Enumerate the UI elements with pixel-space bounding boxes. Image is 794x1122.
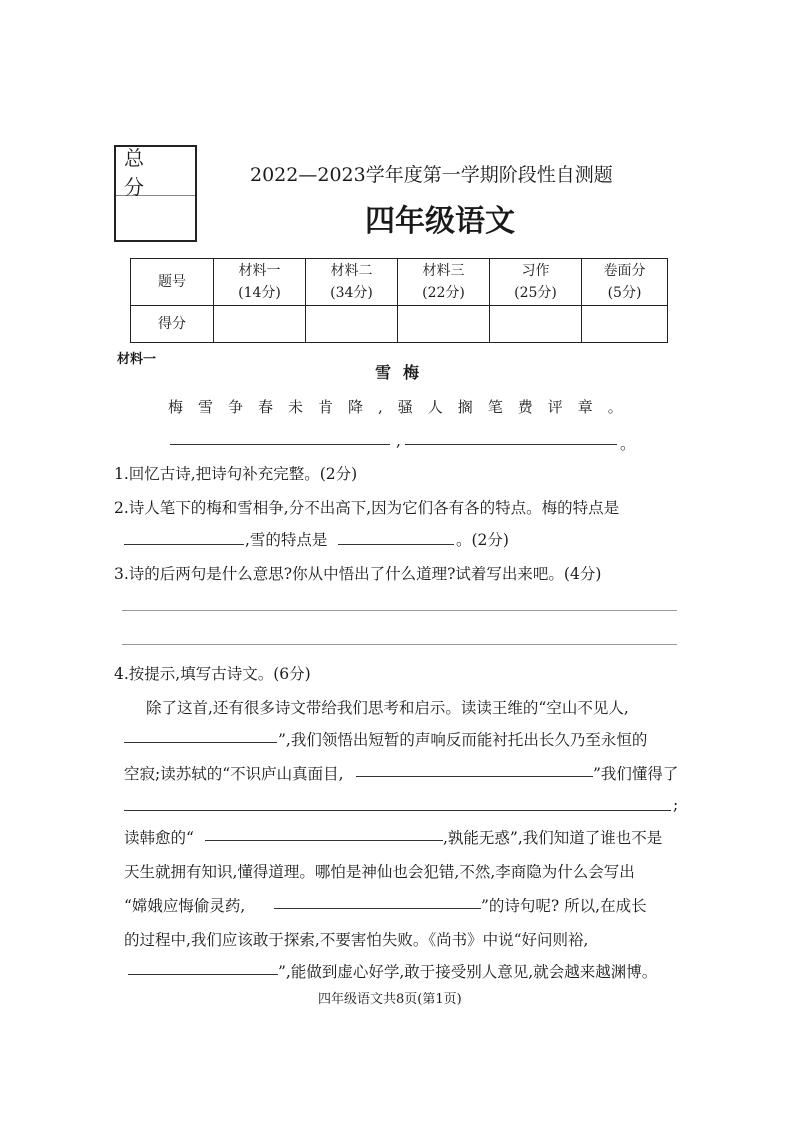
column-points: (25分) [514, 285, 557, 301]
snow-feature-blank[interactable] [338, 528, 454, 545]
column-points: (5分) [607, 285, 642, 301]
question-3: 3.诗的后两句是什么意思?你从中悟出了什么道理?试着写出来吧。(4分) [114, 565, 602, 583]
poem-blank-comma: , [396, 432, 401, 450]
column-header [306, 259, 398, 306]
question-4-line-3a: 空寂;读苏轼的“不识庐山真面目, [124, 765, 344, 783]
question-4-line-9: ”,能做到虚心好学,敢于接受别人意见,就会越来越渊博。 [278, 963, 658, 981]
poem-blank-wangwei[interactable] [124, 726, 277, 743]
page-footer: 四年级语文共8页(第1页) [318, 992, 462, 1007]
question-4-line-7b: ”的诗句呢? 所以,在成长 [481, 897, 647, 915]
poem-blank-hanyu[interactable] [205, 824, 443, 841]
question-4-line-5a: 读韩愈的“ [124, 829, 194, 847]
answer-line[interactable] [122, 594, 677, 611]
exam-subtitle: 2022—2023学年度第一学期阶段性自测题 [250, 164, 613, 186]
score-cell[interactable] [490, 306, 582, 343]
poem-line: 梅雪争春未肯降,骚人搁笔费评章。 [168, 398, 638, 416]
section-label: 材料一 [117, 352, 157, 367]
insight-blank[interactable] [124, 794, 671, 811]
question-4-line-3b: ”我们懂得了 [593, 765, 679, 783]
poem-blank-sushi[interactable] [356, 760, 593, 777]
column-name: 材料三 [422, 263, 465, 279]
plum-feature-blank[interactable] [124, 528, 244, 545]
column-points: (22分) [422, 285, 465, 301]
column-points: (34分) [330, 285, 373, 301]
poem-title: 雪梅 [375, 363, 432, 382]
column-header [214, 259, 306, 306]
question-4-line-2: ”,我们领悟出短暂的声响反而能衬托出长久乃至永恒的 [278, 731, 648, 749]
poem-blank-1[interactable] [170, 428, 390, 445]
total-score-field[interactable] [116, 196, 195, 243]
question-1: 1.回忆古诗,把诗句补充完整。(2分) [114, 465, 358, 483]
table-row [131, 259, 668, 306]
question-2-end: 。(2分) [456, 531, 509, 549]
column-points: (14分) [238, 285, 281, 301]
poem-blank-period: 。 [620, 435, 636, 453]
question-2: 2.诗人笔下的梅和雪相争,分不出高下,因为它们各有各的特点。梅的特点是 [114, 499, 620, 517]
column-header [490, 259, 582, 306]
score-table [130, 258, 668, 343]
column-header [582, 259, 668, 306]
question-4-line-6: 天生就拥有知识,懂得道理。哪怕是神仙也会犯错,不然,李商隐为什么会写出 [124, 863, 635, 881]
poem-blank-2[interactable] [405, 428, 617, 445]
column-name: 习作 [521, 263, 550, 279]
question-4: 4.按提示,填写古诗文。(6分) [114, 665, 311, 683]
score-cell[interactable] [214, 306, 306, 343]
poem-blank-shangshu[interactable] [128, 958, 278, 975]
question-4-line-7a: “嫦娥应悔偷灵药, [124, 897, 246, 915]
column-name: 材料二 [330, 263, 373, 279]
row-header-number: 题号 [131, 259, 214, 306]
score-cell[interactable] [582, 306, 668, 343]
score-cell[interactable] [306, 306, 398, 343]
answer-line[interactable] [122, 628, 677, 645]
row-header-score: 得分 [131, 306, 214, 343]
column-name: 材料一 [238, 263, 281, 279]
exam-title: 四年级语文 [365, 204, 515, 239]
question-4-line-4-end: ; [673, 796, 679, 814]
column-name: 卷面分 [603, 263, 646, 279]
score-cell[interactable] [398, 306, 490, 343]
poem-blank-lishangyin[interactable] [274, 892, 481, 909]
question-2-mid: ,雪的特点是 [245, 531, 328, 549]
question-4-line-1: 除了这首,还有很多诗文带给我们思考和启示。读读王维的“空山不见人, [146, 699, 629, 717]
question-4-line-8: 的过程中,我们应该敢于探索,不要害怕失败。《尚书》中说“好问则裕, [124, 931, 589, 949]
table-row [131, 306, 668, 343]
question-4-line-5b: ,孰能无惑”,我们知道了谁也不是 [443, 829, 663, 847]
column-header [398, 259, 490, 306]
total-score-box [114, 145, 197, 242]
total-score-label: 总 分 [116, 147, 195, 196]
